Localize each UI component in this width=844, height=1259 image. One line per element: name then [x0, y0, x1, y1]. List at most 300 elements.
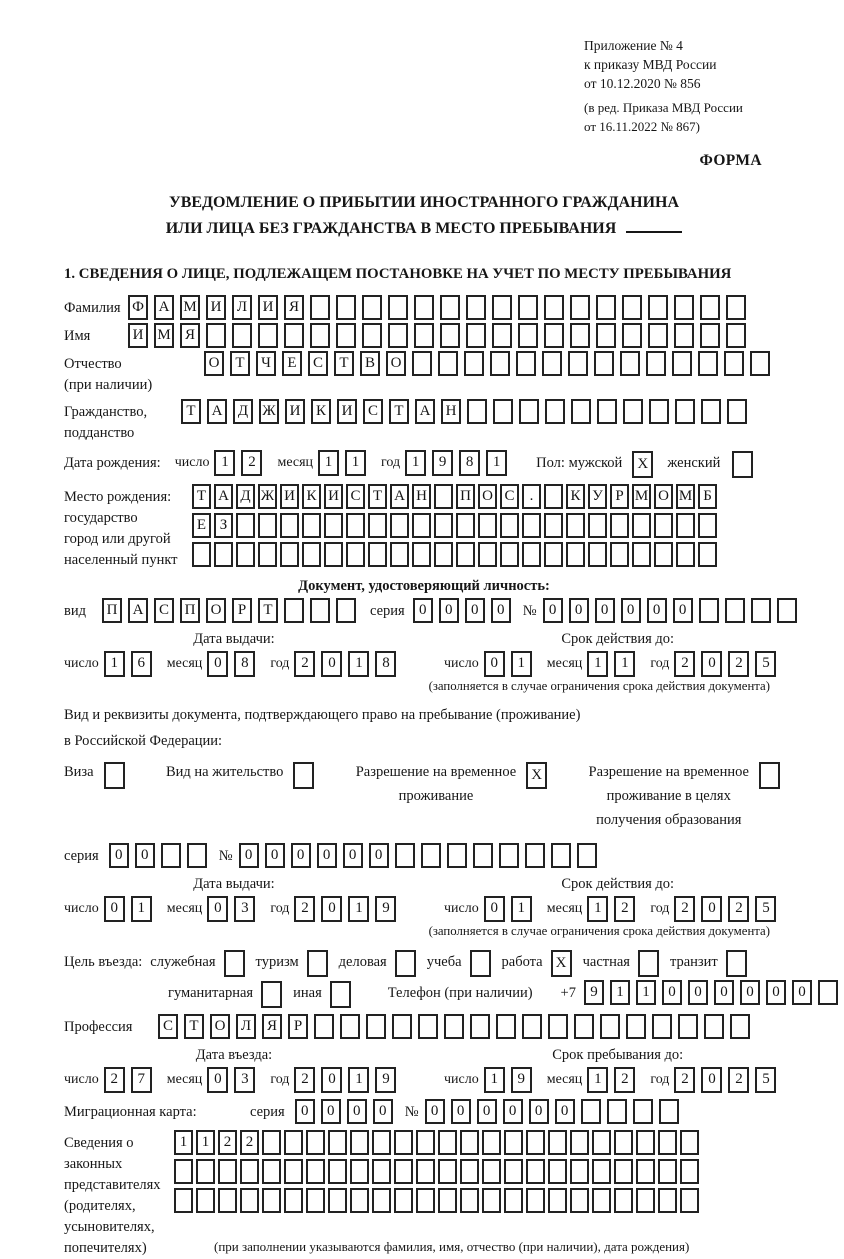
- char-cell[interactable]: [218, 1188, 237, 1213]
- day-cells[interactable]: [104, 1067, 158, 1093]
- char-cell[interactable]: [570, 1159, 589, 1184]
- permit-option-checkbox[interactable]: X: [526, 762, 547, 789]
- char-cell[interactable]: [725, 598, 745, 623]
- char-cell[interactable]: [284, 1188, 303, 1213]
- char-cell[interactable]: [698, 513, 717, 538]
- char-cell[interactable]: [699, 598, 719, 623]
- char-cell[interactable]: 1: [486, 450, 507, 476]
- char-cell[interactable]: [680, 1159, 699, 1184]
- char-cell[interactable]: 8: [234, 651, 255, 677]
- char-cell[interactable]: И: [258, 295, 278, 320]
- char-cell[interactable]: [493, 399, 513, 424]
- char-cell[interactable]: Т: [258, 598, 278, 623]
- char-cell[interactable]: [620, 351, 640, 376]
- char-cell[interactable]: М: [154, 323, 174, 348]
- char-cell[interactable]: 0: [439, 598, 459, 623]
- char-cell[interactable]: 0: [347, 1099, 367, 1124]
- char-cell[interactable]: [548, 1159, 567, 1184]
- char-cell[interactable]: 3: [234, 1067, 255, 1093]
- char-cell[interactable]: [727, 399, 747, 424]
- char-cell[interactable]: [460, 1159, 479, 1184]
- char-cell[interactable]: [632, 513, 651, 538]
- char-cell[interactable]: [672, 351, 692, 376]
- purpose-option-checkbox[interactable]: [638, 950, 659, 977]
- char-cell[interactable]: [636, 1159, 655, 1184]
- profession-cells[interactable]: [158, 1014, 756, 1039]
- char-cell[interactable]: 5: [755, 1067, 776, 1093]
- purpose-option-checkbox[interactable]: [470, 950, 491, 977]
- char-cell[interactable]: [545, 399, 565, 424]
- char-cell[interactable]: С: [308, 351, 328, 376]
- char-cell[interactable]: [654, 513, 673, 538]
- char-cell[interactable]: [525, 843, 545, 868]
- char-cell[interactable]: [544, 542, 563, 567]
- char-cell[interactable]: 2: [674, 896, 695, 922]
- char-cell[interactable]: [372, 1159, 391, 1184]
- char-cell[interactable]: 2: [728, 1067, 749, 1093]
- char-cell[interactable]: [499, 843, 519, 868]
- doc-type-cells[interactable]: [102, 598, 362, 623]
- char-cell[interactable]: 0: [740, 980, 760, 1005]
- char-cell[interactable]: Ж: [259, 399, 279, 424]
- purpose-option-checkbox[interactable]: [224, 950, 245, 977]
- char-cell[interactable]: [751, 598, 771, 623]
- char-cell[interactable]: [592, 1188, 611, 1213]
- char-cell[interactable]: Ж: [258, 484, 277, 509]
- char-cell[interactable]: 1: [405, 450, 426, 476]
- representatives-line2-cells[interactable]: [174, 1159, 702, 1184]
- char-cell[interactable]: [596, 295, 616, 320]
- purpose-option-checkbox[interactable]: [395, 950, 416, 977]
- char-cell[interactable]: А: [128, 598, 148, 623]
- char-cell[interactable]: 1: [174, 1130, 193, 1155]
- char-cell[interactable]: [390, 513, 409, 538]
- char-cell[interactable]: А: [415, 399, 435, 424]
- char-cell[interactable]: [438, 1159, 457, 1184]
- char-cell[interactable]: 0: [207, 896, 228, 922]
- char-cell[interactable]: [592, 1159, 611, 1184]
- char-cell[interactable]: [526, 1188, 545, 1213]
- char-cell[interactable]: 0: [484, 651, 505, 677]
- char-cell[interactable]: Т: [334, 351, 354, 376]
- char-cell[interactable]: [434, 513, 453, 538]
- char-cell[interactable]: 0: [701, 1067, 722, 1093]
- day-cells[interactable]: [104, 896, 158, 922]
- char-cell[interactable]: [570, 323, 590, 348]
- char-cell[interactable]: [302, 513, 321, 538]
- char-cell[interactable]: 0: [529, 1099, 549, 1124]
- char-cell[interactable]: [518, 323, 538, 348]
- char-cell[interactable]: [676, 542, 695, 567]
- year-cells[interactable]: [674, 651, 782, 677]
- char-cell[interactable]: [574, 1014, 594, 1039]
- char-cell[interactable]: 0: [207, 651, 228, 677]
- char-cell[interactable]: [492, 295, 512, 320]
- char-cell[interactable]: 1: [104, 651, 125, 677]
- char-cell[interactable]: [548, 1188, 567, 1213]
- char-cell[interactable]: А: [214, 484, 233, 509]
- char-cell[interactable]: [350, 1188, 369, 1213]
- char-cell[interactable]: [460, 1130, 479, 1155]
- residence-number-cells[interactable]: [239, 843, 603, 868]
- char-cell[interactable]: И: [285, 399, 305, 424]
- char-cell[interactable]: Е: [282, 351, 302, 376]
- char-cell[interactable]: [350, 1159, 369, 1184]
- char-cell[interactable]: [414, 295, 434, 320]
- char-cell[interactable]: [496, 1014, 516, 1039]
- char-cell[interactable]: И: [324, 484, 343, 509]
- char-cell[interactable]: [473, 843, 493, 868]
- char-cell[interactable]: С: [363, 399, 383, 424]
- char-cell[interactable]: [551, 843, 571, 868]
- char-cell[interactable]: Р: [232, 598, 252, 623]
- char-cell[interactable]: 0: [621, 598, 641, 623]
- char-cell[interactable]: [500, 513, 519, 538]
- char-cell[interactable]: И: [280, 484, 299, 509]
- char-cell[interactable]: М: [180, 295, 200, 320]
- char-cell[interactable]: 1: [587, 651, 608, 677]
- char-cell[interactable]: [236, 542, 255, 567]
- char-cell[interactable]: М: [632, 484, 651, 509]
- doc-number-cells[interactable]: [543, 598, 803, 623]
- char-cell[interactable]: 0: [135, 843, 155, 868]
- char-cell[interactable]: [704, 1014, 724, 1039]
- char-cell[interactable]: 0: [701, 896, 722, 922]
- char-cell[interactable]: [623, 399, 643, 424]
- char-cell[interactable]: [592, 1130, 611, 1155]
- char-cell[interactable]: 2: [104, 1067, 125, 1093]
- char-cell[interactable]: О: [386, 351, 406, 376]
- char-cell[interactable]: [519, 399, 539, 424]
- char-cell[interactable]: [236, 513, 255, 538]
- char-cell[interactable]: [434, 484, 453, 509]
- char-cell[interactable]: [626, 1014, 646, 1039]
- char-cell[interactable]: 0: [413, 598, 433, 623]
- char-cell[interactable]: [466, 295, 486, 320]
- char-cell[interactable]: 1: [318, 450, 339, 476]
- char-cell[interactable]: [570, 1130, 589, 1155]
- char-cell[interactable]: [438, 1188, 457, 1213]
- char-cell[interactable]: З: [214, 513, 233, 538]
- char-cell[interactable]: А: [390, 484, 409, 509]
- char-cell[interactable]: 0: [569, 598, 589, 623]
- char-cell[interactable]: [544, 484, 563, 509]
- char-cell[interactable]: [482, 1159, 501, 1184]
- char-cell[interactable]: [440, 323, 460, 348]
- char-cell[interactable]: О: [478, 484, 497, 509]
- char-cell[interactable]: И: [206, 295, 226, 320]
- char-cell[interactable]: [262, 1130, 281, 1155]
- char-cell[interactable]: 2: [674, 1067, 695, 1093]
- char-cell[interactable]: 5: [755, 896, 776, 922]
- char-cell[interactable]: 1: [348, 1067, 369, 1093]
- char-cell[interactable]: 1: [131, 896, 152, 922]
- char-cell[interactable]: 5: [755, 651, 776, 677]
- year-cells[interactable]: [405, 450, 513, 476]
- char-cell[interactable]: [258, 542, 277, 567]
- char-cell[interactable]: Т: [184, 1014, 204, 1039]
- char-cell[interactable]: О: [654, 484, 673, 509]
- char-cell[interactable]: 0: [543, 598, 563, 623]
- char-cell[interactable]: К: [302, 484, 321, 509]
- char-cell[interactable]: [362, 295, 382, 320]
- char-cell[interactable]: [522, 1014, 542, 1039]
- month-cells[interactable]: [207, 1067, 261, 1093]
- char-cell[interactable]: [581, 1099, 601, 1124]
- char-cell[interactable]: В: [360, 351, 380, 376]
- char-cell[interactable]: [658, 1130, 677, 1155]
- char-cell[interactable]: [394, 1159, 413, 1184]
- char-cell[interactable]: Т: [181, 399, 201, 424]
- char-cell[interactable]: [588, 542, 607, 567]
- sex-male-checkbox[interactable]: X: [632, 451, 653, 478]
- purpose-option-checkbox[interactable]: [261, 981, 282, 1008]
- char-cell[interactable]: 1: [614, 651, 635, 677]
- char-cell[interactable]: Е: [192, 513, 211, 538]
- char-cell[interactable]: [467, 399, 487, 424]
- char-cell[interactable]: [284, 1130, 303, 1155]
- char-cell[interactable]: 2: [728, 651, 749, 677]
- char-cell[interactable]: [196, 1188, 215, 1213]
- char-cell[interactable]: [362, 323, 382, 348]
- char-cell[interactable]: Л: [232, 295, 252, 320]
- day-cells[interactable]: [104, 651, 158, 677]
- char-cell[interactable]: [340, 1014, 360, 1039]
- char-cell[interactable]: [336, 295, 356, 320]
- char-cell[interactable]: 0: [321, 896, 342, 922]
- char-cell[interactable]: 9: [584, 980, 604, 1005]
- char-cell[interactable]: У: [588, 484, 607, 509]
- char-cell[interactable]: [438, 351, 458, 376]
- char-cell[interactable]: [280, 513, 299, 538]
- char-cell[interactable]: [614, 1188, 633, 1213]
- month-cells[interactable]: [587, 896, 641, 922]
- char-cell[interactable]: [648, 323, 668, 348]
- char-cell[interactable]: Я: [262, 1014, 282, 1039]
- char-cell[interactable]: 0: [595, 598, 615, 623]
- char-cell[interactable]: Т: [389, 399, 409, 424]
- char-cell[interactable]: [674, 323, 694, 348]
- char-cell[interactable]: [440, 295, 460, 320]
- char-cell[interactable]: [659, 1099, 679, 1124]
- char-cell[interactable]: Т: [230, 351, 250, 376]
- year-cells[interactable]: [674, 896, 782, 922]
- char-cell[interactable]: 0: [321, 1067, 342, 1093]
- char-cell[interactable]: [570, 295, 590, 320]
- char-cell[interactable]: Я: [180, 323, 200, 348]
- char-cell[interactable]: Н: [441, 399, 461, 424]
- char-cell[interactable]: [730, 1014, 750, 1039]
- char-cell[interactable]: [470, 1014, 490, 1039]
- char-cell[interactable]: [594, 351, 614, 376]
- char-cell[interactable]: [394, 1188, 413, 1213]
- char-cell[interactable]: [218, 1159, 237, 1184]
- char-cell[interactable]: [328, 1130, 347, 1155]
- char-cell[interactable]: [232, 323, 252, 348]
- char-cell[interactable]: [240, 1188, 259, 1213]
- char-cell[interactable]: [388, 323, 408, 348]
- day-cells[interactable]: [214, 450, 268, 476]
- char-cell[interactable]: [726, 295, 746, 320]
- month-cells[interactable]: [587, 651, 641, 677]
- char-cell[interactable]: А: [154, 295, 174, 320]
- char-cell[interactable]: 6: [131, 651, 152, 677]
- char-cell[interactable]: [622, 323, 642, 348]
- char-cell[interactable]: [566, 513, 585, 538]
- char-cell[interactable]: П: [180, 598, 200, 623]
- char-cell[interactable]: [310, 598, 330, 623]
- char-cell[interactable]: [302, 542, 321, 567]
- char-cell[interactable]: И: [337, 399, 357, 424]
- char-cell[interactable]: 2: [294, 1067, 315, 1093]
- char-cell[interactable]: [438, 1130, 457, 1155]
- day-cells[interactable]: [484, 651, 538, 677]
- char-cell[interactable]: [633, 1099, 653, 1124]
- char-cell[interactable]: [654, 542, 673, 567]
- char-cell[interactable]: [500, 542, 519, 567]
- char-cell[interactable]: [478, 542, 497, 567]
- char-cell[interactable]: 1: [587, 896, 608, 922]
- char-cell[interactable]: .: [522, 484, 541, 509]
- char-cell[interactable]: [482, 1188, 501, 1213]
- char-cell[interactable]: [258, 513, 277, 538]
- char-cell[interactable]: [548, 1014, 568, 1039]
- char-cell[interactable]: [597, 399, 617, 424]
- char-cell[interactable]: 0: [647, 598, 667, 623]
- char-cell[interactable]: 3: [234, 896, 255, 922]
- char-cell[interactable]: [482, 1130, 501, 1155]
- char-cell[interactable]: К: [311, 399, 331, 424]
- char-cell[interactable]: О: [206, 598, 226, 623]
- char-cell[interactable]: [314, 1014, 334, 1039]
- char-cell[interactable]: [416, 1130, 435, 1155]
- char-cell[interactable]: С: [346, 484, 365, 509]
- char-cell[interactable]: [614, 1130, 633, 1155]
- char-cell[interactable]: [395, 843, 415, 868]
- char-cell[interactable]: [698, 351, 718, 376]
- month-cells[interactable]: [207, 896, 261, 922]
- char-cell[interactable]: 7: [131, 1067, 152, 1093]
- char-cell[interactable]: Ч: [256, 351, 276, 376]
- char-cell[interactable]: [372, 1130, 391, 1155]
- day-cells[interactable]: [484, 896, 538, 922]
- representatives-line3-cells[interactable]: [174, 1188, 702, 1213]
- char-cell[interactable]: 8: [459, 450, 480, 476]
- char-cell[interactable]: 0: [451, 1099, 471, 1124]
- char-cell[interactable]: [622, 295, 642, 320]
- char-cell[interactable]: [675, 399, 695, 424]
- char-cell[interactable]: 0: [425, 1099, 445, 1124]
- purpose-option-checkbox[interactable]: X: [551, 950, 572, 977]
- permit-option-checkbox[interactable]: [759, 762, 780, 789]
- char-cell[interactable]: О: [204, 351, 224, 376]
- char-cell[interactable]: [646, 351, 666, 376]
- char-cell[interactable]: [680, 1188, 699, 1213]
- char-cell[interactable]: [306, 1188, 325, 1213]
- birthplace-line1-cells[interactable]: [192, 484, 720, 509]
- char-cell[interactable]: Д: [233, 399, 253, 424]
- phone-cells[interactable]: [584, 980, 844, 1005]
- month-cells[interactable]: [587, 1067, 641, 1093]
- char-cell[interactable]: [416, 1159, 435, 1184]
- char-cell[interactable]: М: [676, 484, 695, 509]
- char-cell[interactable]: [284, 598, 304, 623]
- char-cell[interactable]: [464, 351, 484, 376]
- char-cell[interactable]: [346, 542, 365, 567]
- char-cell[interactable]: [724, 351, 744, 376]
- char-cell[interactable]: 2: [614, 896, 635, 922]
- char-cell[interactable]: 0: [477, 1099, 497, 1124]
- char-cell[interactable]: 0: [555, 1099, 575, 1124]
- char-cell[interactable]: [700, 323, 720, 348]
- surname-cells[interactable]: [128, 295, 752, 320]
- char-cell[interactable]: [414, 323, 434, 348]
- given-name-cells[interactable]: [128, 323, 752, 348]
- char-cell[interactable]: [516, 351, 536, 376]
- char-cell[interactable]: [324, 542, 343, 567]
- char-cell[interactable]: [412, 351, 432, 376]
- char-cell[interactable]: [700, 295, 720, 320]
- char-cell[interactable]: [214, 542, 233, 567]
- char-cell[interactable]: Н: [412, 484, 431, 509]
- char-cell[interactable]: [460, 1188, 479, 1213]
- char-cell[interactable]: 9: [375, 896, 396, 922]
- char-cell[interactable]: 0: [109, 843, 129, 868]
- char-cell[interactable]: [636, 1188, 655, 1213]
- char-cell[interactable]: 0: [373, 1099, 393, 1124]
- month-cells[interactable]: [207, 651, 261, 677]
- year-cells[interactable]: [294, 1067, 402, 1093]
- char-cell[interactable]: [588, 513, 607, 538]
- birthplace-line3-cells[interactable]: [192, 542, 720, 567]
- char-cell[interactable]: [350, 1130, 369, 1155]
- char-cell[interactable]: 0: [239, 843, 259, 868]
- char-cell[interactable]: 0: [104, 896, 125, 922]
- char-cell[interactable]: [701, 399, 721, 424]
- char-cell[interactable]: [456, 542, 475, 567]
- char-cell[interactable]: [577, 843, 597, 868]
- char-cell[interactable]: 2: [241, 450, 262, 476]
- permit-option-checkbox[interactable]: [104, 762, 125, 789]
- char-cell[interactable]: [336, 323, 356, 348]
- year-cells[interactable]: [674, 1067, 782, 1093]
- char-cell[interactable]: [600, 1014, 620, 1039]
- char-cell[interactable]: [466, 323, 486, 348]
- char-cell[interactable]: [680, 1130, 699, 1155]
- char-cell[interactable]: 0: [369, 843, 389, 868]
- char-cell[interactable]: [492, 323, 512, 348]
- char-cell[interactable]: [504, 1130, 523, 1155]
- char-cell[interactable]: О: [210, 1014, 230, 1039]
- purpose-option-checkbox[interactable]: [330, 981, 351, 1008]
- char-cell[interactable]: [192, 542, 211, 567]
- char-cell[interactable]: К: [566, 484, 585, 509]
- char-cell[interactable]: [522, 513, 541, 538]
- migration-series-cells[interactable]: [295, 1099, 399, 1124]
- char-cell[interactable]: [328, 1188, 347, 1213]
- char-cell[interactable]: Д: [236, 484, 255, 509]
- char-cell[interactable]: 2: [614, 1067, 635, 1093]
- char-cell[interactable]: [676, 513, 695, 538]
- char-cell[interactable]: 1: [511, 651, 532, 677]
- char-cell[interactable]: 1: [348, 651, 369, 677]
- char-cell[interactable]: [336, 598, 356, 623]
- char-cell[interactable]: [394, 1130, 413, 1155]
- char-cell[interactable]: [610, 513, 629, 538]
- char-cell[interactable]: [324, 513, 343, 538]
- char-cell[interactable]: 2: [240, 1130, 259, 1155]
- char-cell[interactable]: Р: [610, 484, 629, 509]
